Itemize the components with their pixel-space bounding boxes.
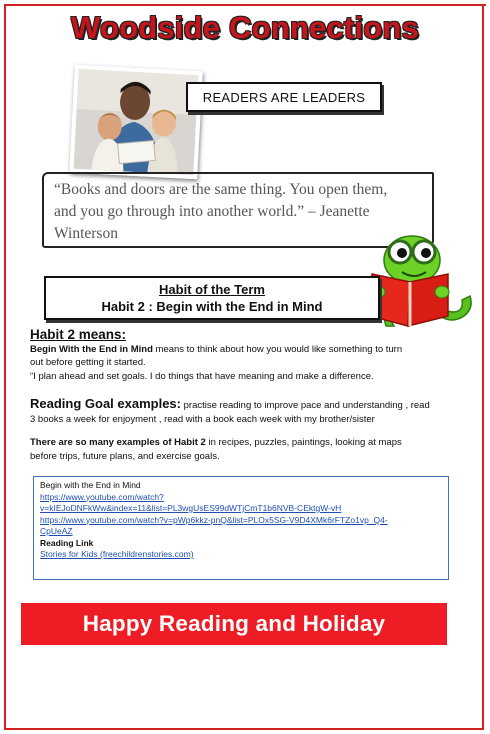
- family-reading-photo: [69, 65, 202, 180]
- reading-goal-line2: 3 books a week for enjoyment , read with a book each week with my brother/sister: [30, 413, 375, 425]
- youtube-link-2-line1: https://www.youtube.com/watch?v=pWp6kkz-pnQ&list=PLOx5SG-V9D4XMk6rFTZo1vp_Q4-: [40, 514, 388, 525]
- happy-reading-banner: Happy Reading and Holiday: [21, 603, 447, 645]
- youtube-link-1-line2: v=kIEJoDNFkWw&index=11&list=PL3wgUsES99dWTjCmT1b6NVB-CEktgW-vH: [40, 503, 342, 513]
- youtube-link-2[interactable]: [40, 515, 442, 538]
- newsletter-title: Woodside Connections: [71, 10, 419, 45]
- quote-line-2: and you go through into another world.” – Jeanette: [54, 203, 370, 220]
- habit-subheading: Habit 2 : Begin with the End in Mind: [101, 299, 323, 314]
- reading-goal-line1: practise reading to improve pace and understanding , read: [181, 400, 430, 411]
- habit-means-heading: Habit 2 means:: [30, 327, 127, 342]
- habit-means-bold: Begin With the End in Mind: [30, 343, 153, 355]
- habit-means-line1: means to think about how you would like something to turn: [152, 343, 403, 355]
- examples-bold: There are so many examples of Habit 2: [30, 437, 206, 448]
- habit-means-line2: out before getting it started.: [30, 357, 146, 368]
- examples-paragraph: [30, 436, 460, 463]
- links-label: Begin with the End in Mind: [40, 480, 141, 490]
- reading-link-label: Reading Link: [40, 537, 94, 548]
- youtube-link-1[interactable]: [40, 492, 442, 515]
- examples-line2: before trips, future plans, and exercise goals.: [30, 450, 220, 462]
- stories-for-kids-link[interactable]: Stories for Kids (freechildrenstories.com): [40, 549, 194, 559]
- habit-heading: Habit of the Term: [159, 282, 265, 297]
- youtube-link-1-line1: https://www.youtube.com/watch?: [40, 491, 164, 502]
- examples-line1: in recipes, puzzles, paintings, looking at maps: [205, 437, 402, 448]
- youtube-link-2-line2: CpUeAZ: [40, 526, 73, 536]
- links-box: [33, 476, 449, 580]
- habit-means-paragraph: [30, 343, 460, 384]
- readers-are-leaders-banner: READERS ARE LEADERS: [186, 82, 382, 112]
- quote-line-3: Winterson: [54, 225, 118, 242]
- reading-goal-paragraph: [30, 397, 460, 426]
- quote-line-1: “Books and doors are the same thing. You open them,: [54, 181, 388, 198]
- habit-means-line3: “I plan ahead and set goals. I do things that have meaning and make a difference.: [30, 370, 374, 382]
- habit-of-term-box: [44, 276, 380, 320]
- bookworm-illustration: [364, 216, 476, 336]
- main-content: [30, 328, 460, 463]
- reading-goal-heading: Reading Goal examples:: [30, 396, 181, 411]
